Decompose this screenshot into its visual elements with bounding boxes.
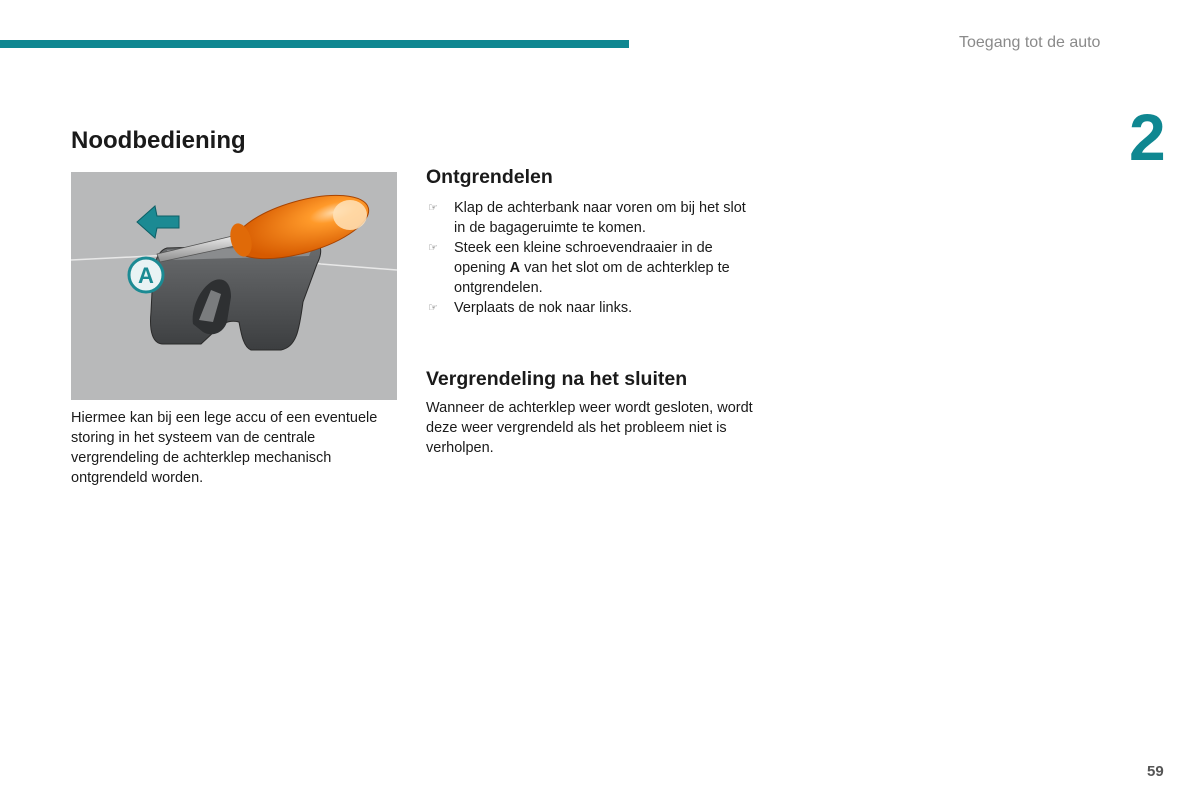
callout-a-marker bbox=[129, 258, 163, 292]
list-item bbox=[426, 298, 756, 318]
step-text: Klap de achterbank naar voren om bij het slot in de bagageruimte te komen. bbox=[454, 200, 746, 236]
left-arrow-icon bbox=[137, 206, 179, 238]
unlock-steps bbox=[426, 198, 756, 318]
hand-pointer-icon: ☞ bbox=[428, 202, 438, 214]
unlock-heading: Ontgrendelen bbox=[426, 166, 553, 188]
section-title: Toegang tot de auto bbox=[959, 34, 1101, 51]
header-accent-bar bbox=[0, 40, 629, 48]
intro-paragraph: Hiermee kan bij een lege accu of een eventuele storing in het systeem van de centrale vergrendeling de achterklep mechanisch ontgrendeld worden. bbox=[71, 410, 378, 486]
chapter-number: 2 bbox=[1129, 100, 1166, 174]
hand-pointer-icon: ☞ bbox=[428, 242, 438, 254]
step-text-bold: A bbox=[509, 260, 521, 276]
unlock-section bbox=[426, 166, 756, 318]
step-text-after: van het slot om de achterklep te ontgrendelen. bbox=[454, 260, 730, 296]
list-item bbox=[426, 238, 756, 298]
hand-pointer-icon: ☞ bbox=[428, 302, 438, 314]
page-title: Noodbediening bbox=[71, 127, 246, 154]
callout-a-label: A bbox=[138, 263, 154, 288]
relock-paragraph: Wanneer de achterklep weer wordt gesloten, wordt deze weer vergrendeld als het probleem niet is verholpen. bbox=[426, 400, 753, 456]
list-item bbox=[426, 198, 756, 238]
relock-section bbox=[426, 368, 756, 458]
relock-heading: Vergrendeling na het sluiten bbox=[426, 368, 688, 390]
lock-body bbox=[151, 244, 321, 350]
step-text-before: Steek een kleine schroevendraaier in de opening bbox=[454, 240, 713, 276]
lock-illustration bbox=[71, 172, 397, 400]
page-number: 59 bbox=[1147, 763, 1164, 780]
step-text: Verplaats de nok naar links. bbox=[454, 300, 633, 316]
